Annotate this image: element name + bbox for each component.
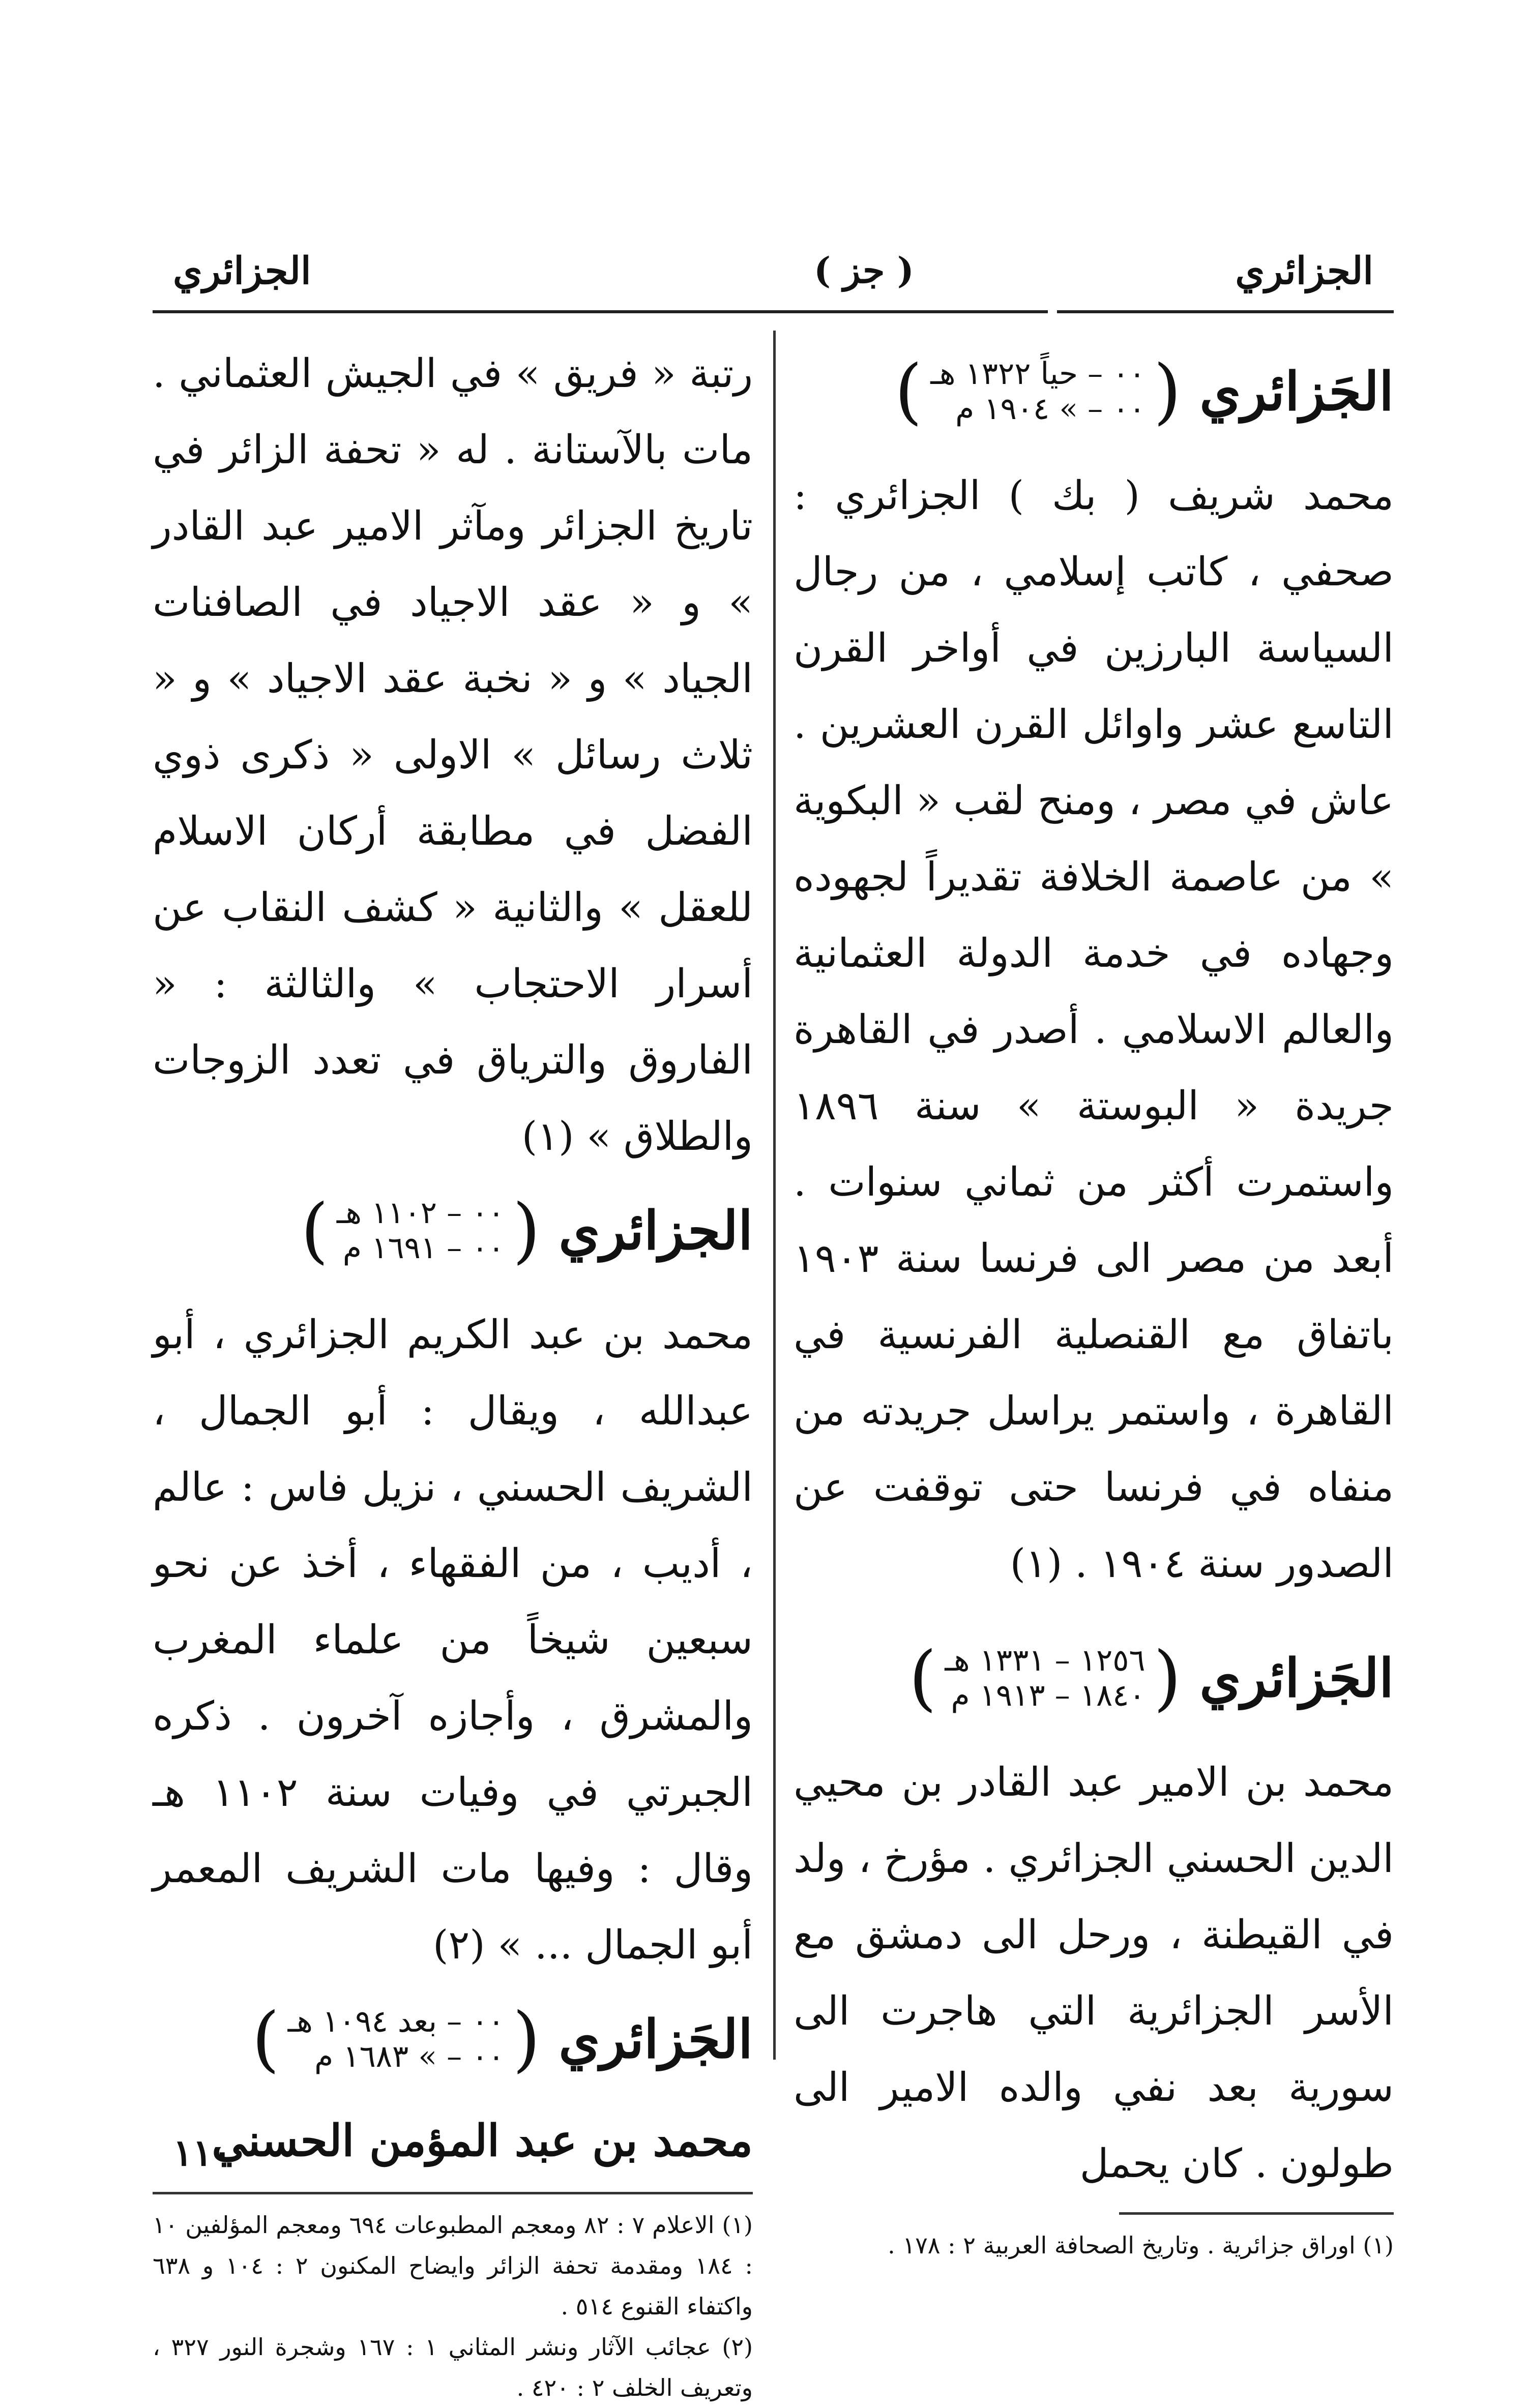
page-number: ١١٠ — [173, 2131, 232, 2174]
entry-name: الجَزائري — [559, 2007, 753, 2070]
right-column — [794, 336, 1394, 2266]
entry-heading — [153, 1189, 753, 1272]
date-hijri: ١٢٥٦ – ١٣٣١ هـ — [945, 1643, 1146, 1678]
entry-name: الجَزائري — [1199, 1646, 1394, 1709]
date-gregorian: ٠٠ – ١٦٩١ م — [342, 1230, 505, 1266]
entry-body: محمد بن عبد الكريم الجزائري ، أبو عبدالله ، ويقال : أبو الجمال ، الشريف الحسني ، نزيل فاس : عالم ، أديب ، من الفقهاء ، أخذ عن نحو سبعين شيخاً من علماء المغرب والمشرق ، وأجازه آخرون . ذكره الجبرتي في وفيات سنة ١١٠٢ هـ وقال : وفيها مات الشريف المعمر أبو الجمال ... » (٢) — [153, 1312, 753, 1968]
date-gregorian: ٠٠ – » ١٦٨٣ م — [314, 2039, 505, 2074]
header-rule — [153, 310, 1394, 313]
entry-heading — [153, 1998, 753, 2080]
column-divider — [773, 331, 776, 2060]
running-header — [153, 239, 1394, 295]
header-rule-gap — [1048, 307, 1057, 316]
footnote-rule — [1119, 2212, 1394, 2215]
entry-name: الجَزائري — [1199, 360, 1394, 423]
entry-dates: ( ٠٠ – ١١٠٢ هـ ٠٠ – ١٦٩١ م ) — [301, 1189, 541, 1272]
left-column — [153, 336, 753, 2408]
entry-heading — [794, 350, 1394, 433]
entry-heading — [794, 1637, 1394, 1719]
date-hijri: ٠٠ – بعد ١٠٩٤ هـ — [287, 2004, 505, 2039]
footnote: (٢) عجائب الآثار ونشر المثاني ١ : ١٦٧ وشجرة النور ٣٢٧ ، وتعريف الخلف ٢ : ٤٢٠ . — [153, 2333, 753, 2401]
entry-body: محمد بن الامير عبد القادر بن محيي الدين الحسني الجزائري . مؤرخ ، ولد في القيطنة ، ورحل الى دمشق مع الأسر الجزائرية التي هاجرت الى سورية بعد نفي والده الامير الى طولون . كان يحمل — [794, 1760, 1394, 2187]
footnote: (١) اوراق جزائرية . وتاريخ الصحافة العربية ٢ : ١٧٨ . — [888, 2232, 1394, 2259]
date-gregorian: ٠٠ – » ١٩٠٤ م — [955, 391, 1146, 427]
entry-name: الجزائري — [559, 1199, 753, 1262]
date-hijri: ٠٠ – ١١٠٢ هـ — [336, 1195, 505, 1231]
entry-first-line: محمد بن عبد المؤمن الحسني — [212, 2115, 753, 2166]
running-head-center: ( جز ) — [814, 249, 914, 291]
date-hijri: ٠٠ – حياً ١٣٢٢ هـ — [930, 356, 1146, 392]
running-head-right: الجزائري — [1235, 249, 1373, 293]
entry-dates: ( ٠٠ – حياً ١٣٢٢ هـ ٠٠ – » ١٩٠٤ م ) — [894, 350, 1182, 433]
entry-body: محمد شريف ( بك ) الجزائري : صحفي ، كاتب إسلامي ، من رجال السياسة البارزين في أواخر القرن التاسع عشر واوائل القرن العشرين . عاش في مصر ، ومنح لقب « البكوية » من عاصمة الخلافة تقديراً لجهوده وجهاده في خدمة الدولة العثمانية والعالم الاسلامي . أصدر في القاهرة جريدة « البوستة » سنة ١٨٩٦ واستمرت أكثر من ثماني سنوات . أبعد من مصر الى فرنسا سنة ١٩٠٣ باتفاق مع القنصلية الفرنسية في القاهرة ، واستمر يراسل جريدته من منفاه في فرنسا حتى توقفت عن الصدور سنة ١٩٠٤ . (١) — [794, 473, 1394, 1587]
footnote-rule — [153, 2192, 753, 2194]
running-head-left: الجزائري — [173, 249, 311, 293]
date-gregorian: ١٨٤٠ – ١٩١٣ م — [951, 1678, 1146, 1713]
entry-dates: ( ٠٠ – بعد ١٠٩٤ هـ ٠٠ – » ١٦٨٣ م ) — [252, 1998, 541, 2080]
footnote: (١) الاعلام ٧ : ٨٢ ومعجم المطبوعات ٦٩٤ ومعجم المؤلفين ١٠ : ١٨٤ ومقدمة تحفة الزائر وايضاح المكنون ٢ : ١٠٤ و ٦٣٨ واكتفاء القنوع ٥١٤ . — [153, 2211, 753, 2320]
entry-dates: ( ١٢٥٦ – ١٣٣١ هـ ١٨٤٠ – ١٩١٣ م ) — [908, 1637, 1182, 1719]
entry-continuation: رتبة « فريق » في الجيش العثماني . مات بالآستانة . له « تحفة الزائر في تاريخ الجزائر ومآثر الامير عبد القادر » و « عقد الاجياد في الصافنات الجياد » و « نخبة عقد الاجياد » و « ثلاث رسائل » الاولى « ذكرى ذوي الفضل في مطابقة أركان الاسلام للعقل » والثانية « كشف النقاب عن أسرار الاحتجاب » والثالثة : « الفاروق والترياق في تعدد الزوجات والطلاق » (١) — [153, 351, 753, 1160]
